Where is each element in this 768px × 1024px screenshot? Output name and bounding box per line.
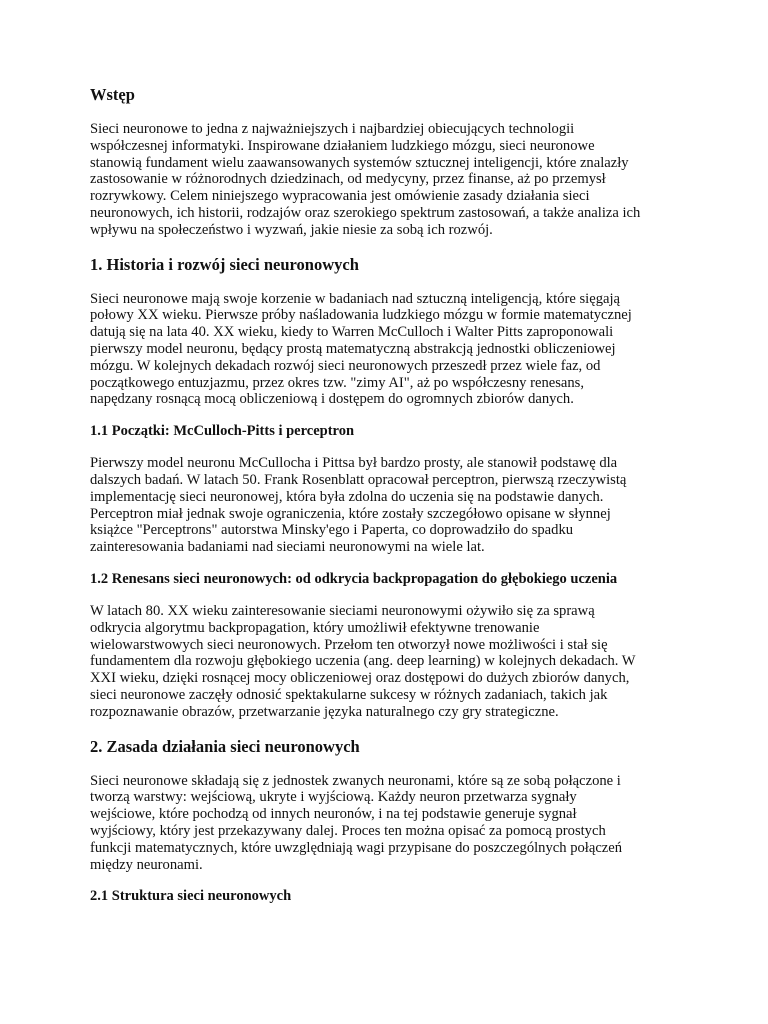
principle-paragraph bbox=[90, 773, 690, 874]
text-line: tworzą warstwy: wejściową, ukryte i wyjściową. Każdy neuron przetwarza sygnały bbox=[90, 789, 577, 806]
text-line: Sieci neuronowe to jedna z najważniejszych i najbardziej obiecujących technologii bbox=[90, 121, 575, 137]
subsection-heading-renaissance: 1.2 Renesans sieci neuronowych: od odkrycia backpropagation do głębokiego uczenia bbox=[90, 570, 618, 587]
renaissance-paragraph bbox=[90, 603, 690, 721]
text-line: mózgu. W kolejnych dekadach rozwój sieci neuronowych przeszedł przez wiele faz, od bbox=[90, 357, 601, 374]
text-line: XXI wieku, dzięki rosnącej mocy obliczeniowej oraz dostępowi do dużych zbiorów danych, bbox=[90, 670, 630, 687]
text-line: dalszych badań. W latach 50. Frank Rosenblatt opracował perceptron, pierwszą rzeczywistą bbox=[90, 471, 627, 488]
text-line: pierwszy model neuronu, będący prostą matematyczną abstrakcją jednostki obliczeniowej bbox=[90, 340, 616, 357]
text-line: stanowią fundament wielu zaawansowanych systemów sztucznej inteligencji, które znalazły bbox=[90, 154, 629, 171]
text-line: Sieci neuronowe mają swoje korzenie w badaniach nad sztuczną inteligencją, które sięgają bbox=[90, 290, 621, 307]
text-line: między neuronami. bbox=[90, 856, 203, 873]
section-heading-principle: 2. Zasada działania sieci neuronowych bbox=[90, 736, 360, 756]
text-line: wejściowe, które pochodzą od innych neuronów, i na tej podstawie generuje sygnał bbox=[90, 806, 577, 823]
text-line: wyjściowy, który jest przekazywany dalej. Proces ten można opisać za pomocą prostych bbox=[90, 822, 606, 839]
text-line: wpływu na społeczeństwo i wyzwań, jakie niesie za sobą ich rozwój. bbox=[90, 221, 493, 238]
text-line: funkcji matematycznych, które uwzględniają wagi przypisane do poszczególnych połączeń bbox=[90, 839, 623, 856]
text-line: zastosowanie w różnorodnych dziedzinach, od medycyny, przez finanse, aż po przemysł bbox=[90, 171, 606, 188]
beginnings-paragraph bbox=[90, 455, 690, 556]
history-paragraph bbox=[90, 291, 690, 409]
text-line: wielowarstwowych sieci neuronowych. Przełom ten otworzył nowe możliwości i stał się bbox=[90, 636, 608, 653]
document-title: Wstęp bbox=[90, 85, 135, 104]
text-line: rozrywkowy. Celem niniejszego wypracowania jest omówienie zasady działania sieci bbox=[90, 188, 590, 205]
text-line: książce "Perceptrons" autorstwa Minsky'ego i Paperta, co doprowadziło do spadku bbox=[90, 522, 574, 539]
text-line: fundamentem dla rozwoju głębokiego uczenia (ang. deep learning) w kolejnych dekadach. W bbox=[90, 653, 636, 670]
text-line: połowy XX wieku. Pierwsze próby naśladowania ludzkiego mózgu w formie matematycznej bbox=[90, 307, 632, 324]
text-line: Sieci neuronowe składają się z jednostek zwanych neuronami, które są ze sobą połączone i bbox=[90, 772, 621, 789]
text-line: neuronowych, ich historii, rodzajów oraz szerokiego spektrum zastosowań, a także analiza ich bbox=[90, 204, 641, 221]
section-heading-history: 1. Historia i rozwój sieci neuronowych bbox=[90, 254, 359, 274]
text-line: Pierwszy model neuronu McCullocha i Pittsa był bardzo prosty, ale stanowił podstawę dla bbox=[90, 455, 618, 472]
text-line: implementację sieci neuronowej, która była zdolna do uczenia się na podstawie danych. bbox=[90, 488, 604, 505]
subsection-heading-beginnings: 1.1 Początki: McCulloch-Pitts i perceptron bbox=[90, 423, 355, 440]
text-line: datują się na lata 40. XX wieku, kiedy to Warren McCulloch i Walter Pitts zaproponowali bbox=[90, 324, 614, 341]
text-line: Perceptron miał jednak swoje ograniczenia, które zostały szczegółowo opisane w słynnej bbox=[90, 505, 611, 522]
text-line: rozpoznawanie obrazów, przetwarzanie języka naturalnego czy gry strategiczne. bbox=[90, 703, 559, 720]
text-line: początkowego entuzjazmu, przez okres tzw. "zimy AI", aż po współczesny renesans, bbox=[90, 374, 584, 391]
text-line: współczesnej informatyki. Inspirowane działaniem ludzkiego mózgu, sieci neuronowe bbox=[90, 137, 595, 154]
document-page bbox=[90, 84, 690, 920]
text-line: zainteresowania badaniami nad sieciami neuronowymi na wiele lat. bbox=[90, 539, 485, 556]
text-line: W latach 80. XX wieku zainteresowanie sieciami neuronowymi ożywiło się za sprawą bbox=[90, 602, 595, 619]
text-line: sieci neuronowe zaczęły odnosić spektakularne sukcesy w różnych zadaniach, takich jak bbox=[90, 686, 608, 703]
text-line: napędzany rosnącą mocą obliczeniową i dostępem do ogromnych zbiorów danych. bbox=[90, 391, 574, 408]
subsection-heading-structure: 2.1 Struktura sieci neuronowych bbox=[90, 888, 292, 905]
intro-paragraph bbox=[90, 121, 690, 239]
text-line: odkrycia algorytmu backpropagation, który umożliwił efektywne trenowanie bbox=[90, 619, 540, 636]
